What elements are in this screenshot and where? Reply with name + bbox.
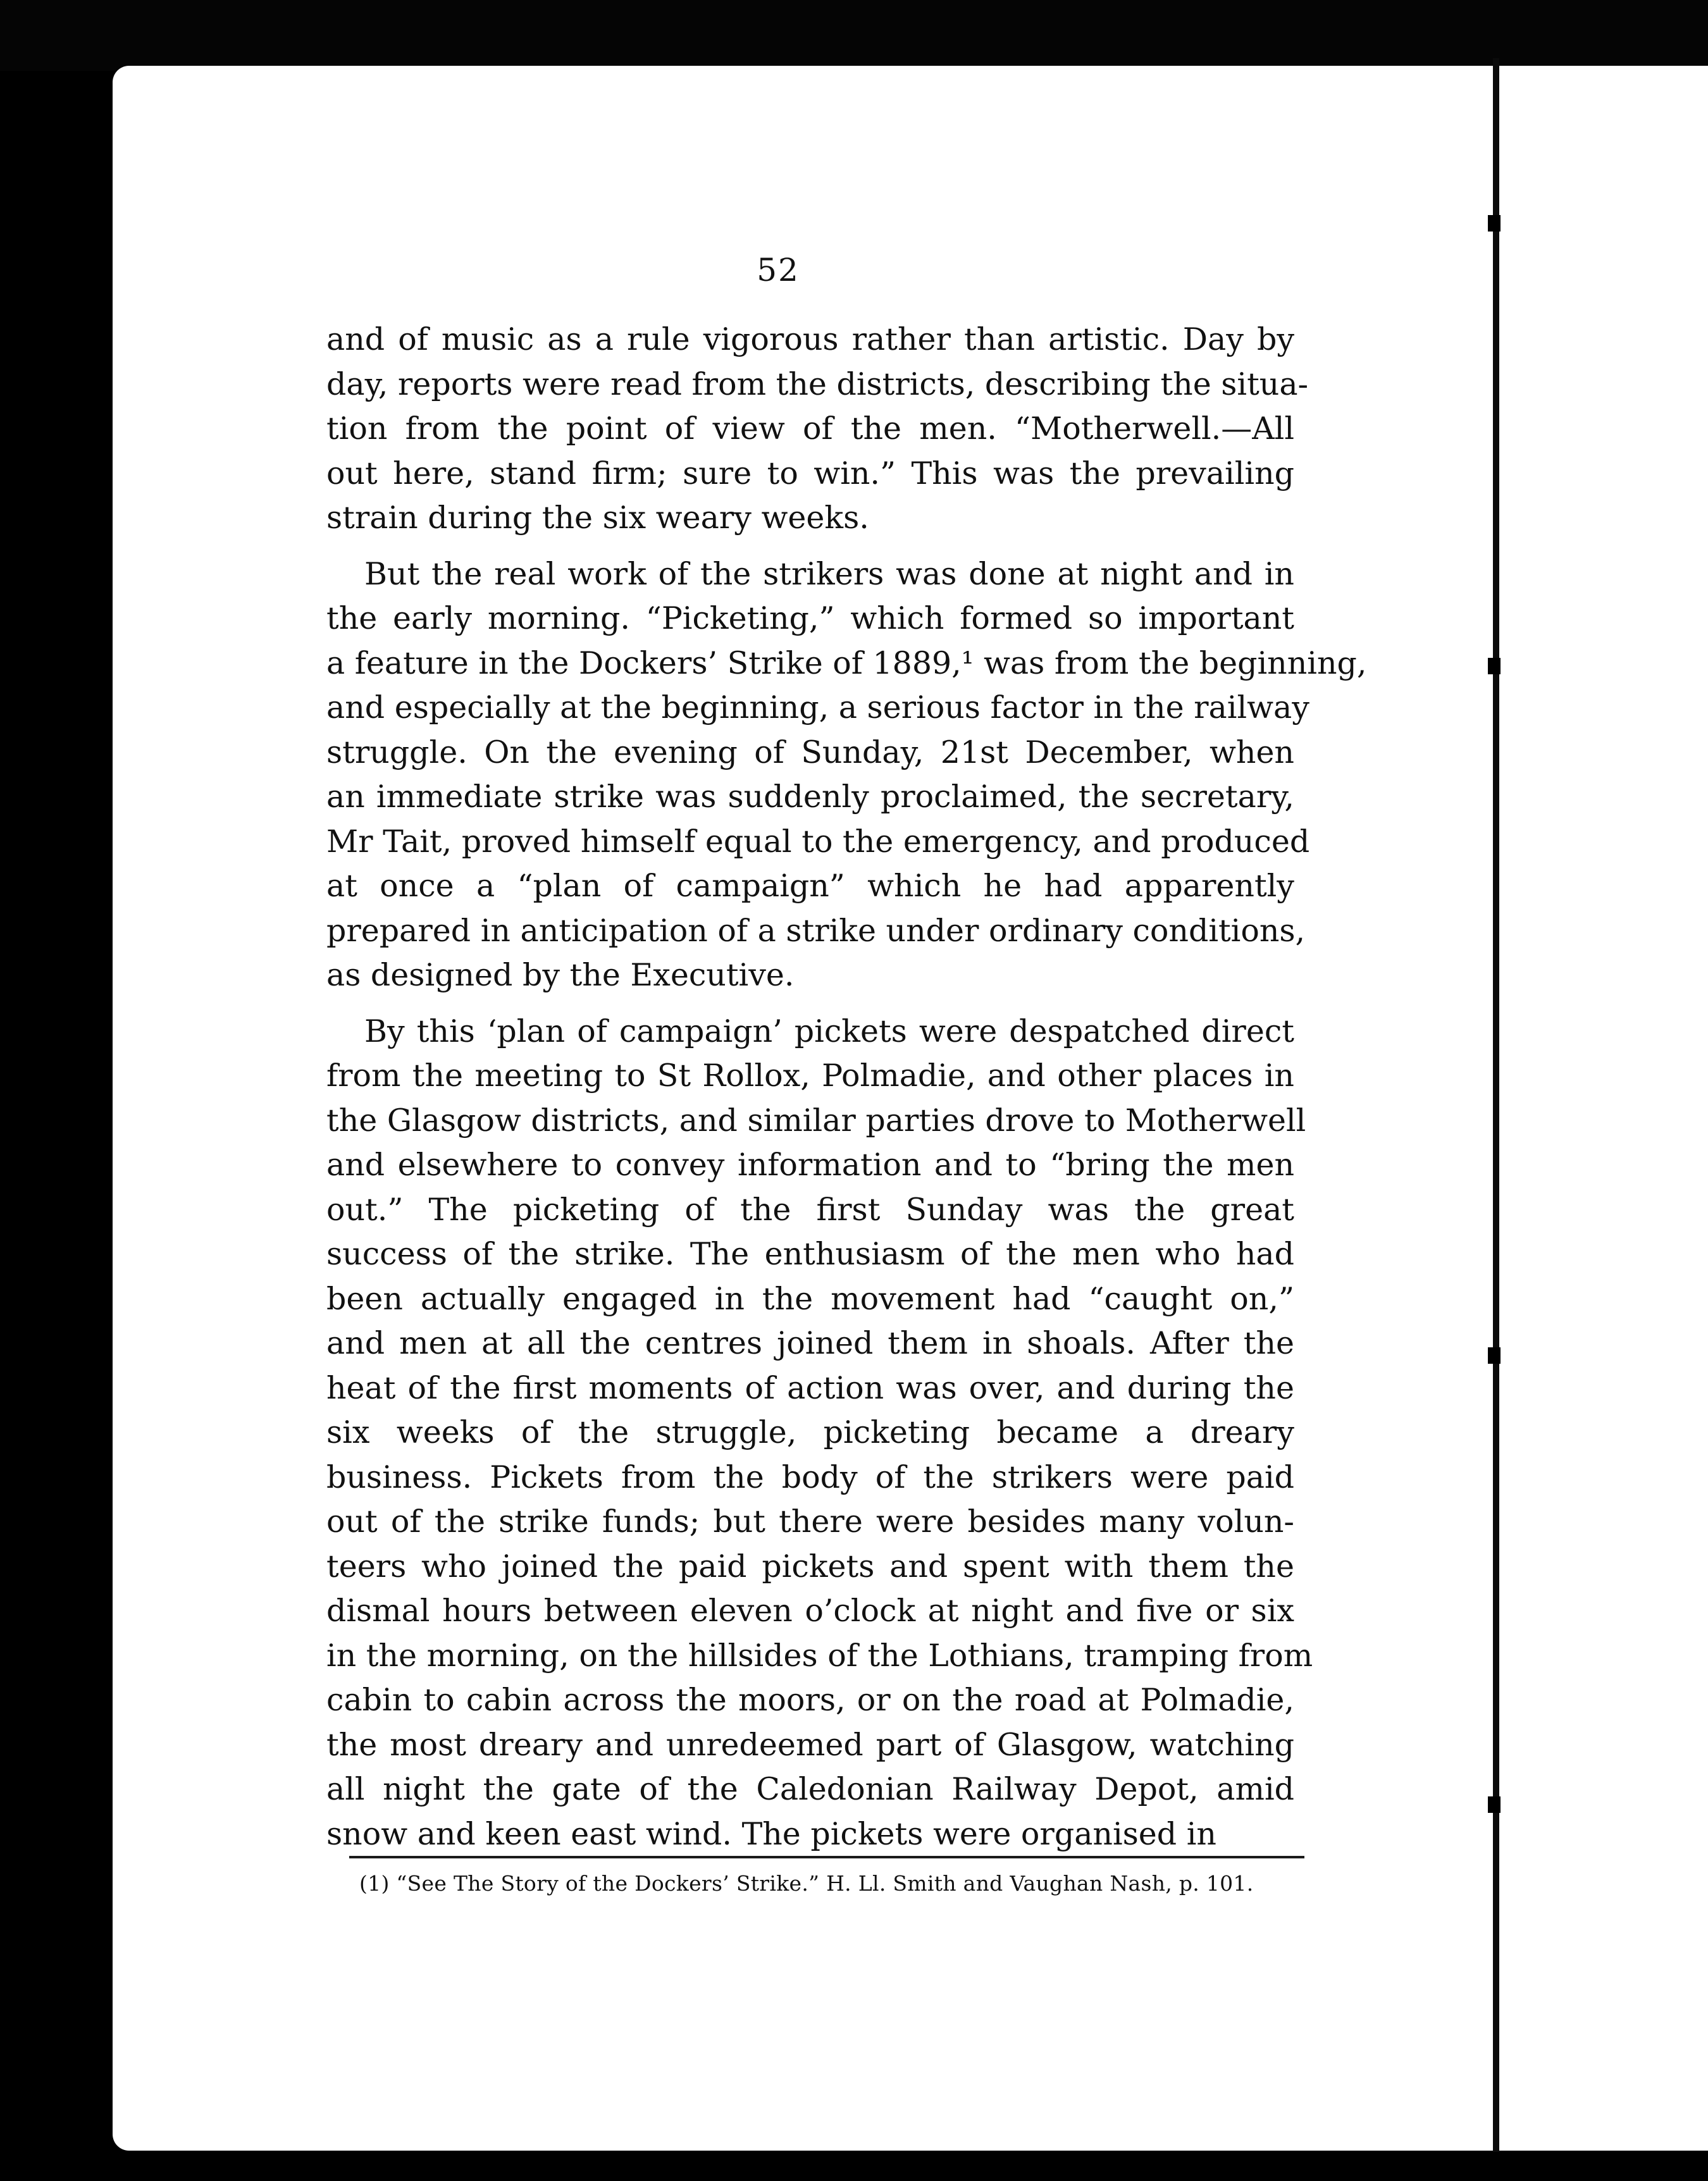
- text-line: at once a “plan of campaign” which he had apparently: [326, 868, 1294, 904]
- text-line: tion from the point of view of the men. “Motherwell.—All: [326, 411, 1294, 447]
- text-line: success of the strike. The enthusiasm of the men who had: [326, 1236, 1294, 1272]
- text-line: cabin to cabin across the moors, or on the road at Polmadie,: [326, 1682, 1294, 1718]
- page-number: 52: [757, 252, 800, 288]
- text-line: By this ‘plan of campaign’ pickets were despatched direct: [364, 1013, 1294, 1049]
- text-line: prepared in anticipation of a strike under ordinary conditions,: [326, 912, 1306, 949]
- text-line: the Glasgow districts, and similar parties drove to Motherwell: [326, 1102, 1306, 1139]
- spine-mark: [1488, 215, 1501, 232]
- text-line: in the morning, on the hillsides of the Lothians, tramping from: [326, 1637, 1313, 1674]
- text-line: the most dreary and unredeemed part of Glasgow, watching: [326, 1726, 1294, 1763]
- text-line: But the real work of the strikers was done at night and in: [364, 555, 1294, 592]
- text-line: and men at all the centres joined them in shoals. After the: [326, 1325, 1294, 1361]
- book-spine: [1493, 58, 1499, 2152]
- text-line: strain during the six weary weeks.: [326, 500, 869, 536]
- scan-top-border: [0, 0, 1708, 71]
- text-line: heat of the first moments of action was over, and during the: [326, 1369, 1294, 1406]
- text-line: and of music as a rule vigorous rather than artistic. Day by: [326, 321, 1294, 357]
- text-line: as designed by the Executive.: [326, 957, 795, 993]
- paragraph: [326, 552, 1367, 998]
- footnote: (1) “See The Story of the Dockers’ Strike.” H. Ll. Smith and Vaughan Nash, p. 101.: [359, 1871, 1254, 1896]
- text-line: all night the gate of the Caledonian Railway Depot, amid: [326, 1771, 1294, 1807]
- text-line: dismal hours between eleven o’clock at night and five or six: [326, 1593, 1294, 1629]
- text-line: snow and keen east wind. The pickets were organised in: [326, 1815, 1216, 1852]
- text-line: six weeks of the struggle, picketing became a dreary: [326, 1414, 1294, 1450]
- text-line: out of the strike funds; but there were besides many volun-: [326, 1504, 1294, 1540]
- text-line: out.” The picketing of the first Sunday was the great: [326, 1191, 1294, 1228]
- footnote-divider: [349, 1856, 1304, 1858]
- text-line: business. Pickets from the body of the strikers were paid: [326, 1459, 1294, 1495]
- scan-bottom-border: [0, 2151, 1708, 2181]
- text-line: day, reports were read from the districts, describing the situa-: [326, 366, 1309, 402]
- body-text: [326, 318, 1367, 1868]
- text-line: a feature in the Dockers’ Strike of 1889,¹ was from the beginning,: [326, 645, 1367, 681]
- paragraph: [326, 318, 1309, 541]
- spine-mark: [1488, 1347, 1501, 1364]
- spine-mark: [1488, 658, 1501, 674]
- paragraph: [326, 1010, 1313, 1857]
- text-line: the early morning. “Picketing,” which formed so important: [326, 600, 1294, 636]
- text-line: an immediate strike was suddenly proclaimed, the secretary,: [326, 779, 1294, 815]
- text-line: from the meeting to St Rollox, Polmadie, and other places in: [326, 1058, 1294, 1094]
- facing-page-edge: [1499, 66, 1708, 2151]
- text-line: teers who joined the paid pickets and spent with them the: [326, 1548, 1294, 1585]
- text-line: struggle. On the evening of Sunday, 21st December, when: [326, 734, 1294, 770]
- text-line: and elsewhere to convey information and to “bring the men: [326, 1147, 1294, 1183]
- text-line: out here, stand firm; sure to win.” This was the prevailing: [326, 455, 1294, 491]
- spine-mark: [1488, 1796, 1501, 1813]
- text-line: been actually engaged in the movement had “caught on,”: [326, 1280, 1294, 1317]
- text-line: Mr Tait, proved himself equal to the emergency, and produced: [326, 823, 1310, 860]
- text-line: and especially at the beginning, a serious factor in the railway: [326, 689, 1309, 726]
